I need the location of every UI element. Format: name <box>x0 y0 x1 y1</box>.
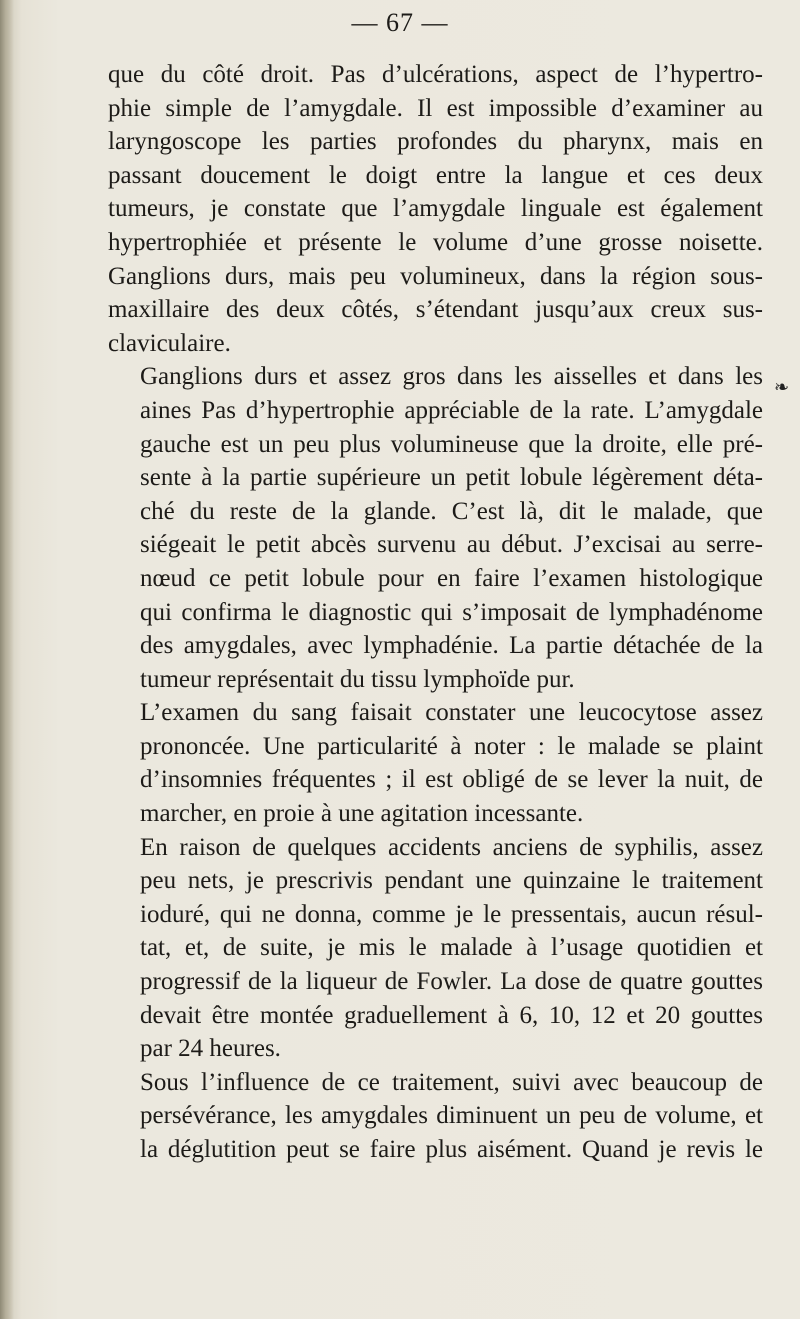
text-line: tat, et, de suite, je mis le malade à l’usage quotidien et <box>140 934 763 962</box>
text-line: En raison de quelques accidents anciens de syphilis, assez <box>140 833 763 861</box>
text-line: hypertrophiée et présente le volume d’une grosse noisette. <box>108 228 763 256</box>
text-line: Sous l’influence de ce traitement, suivi avec beaucoup de <box>140 1068 763 1096</box>
text-line: nœud ce petit lobule pour en faire l’examen histologique <box>140 564 763 592</box>
paragraph <box>108 58 763 360</box>
text-line: Ganglions durs, mais peu volumineux, dans la région sous- <box>108 262 763 290</box>
text-line: claviculaire. <box>108 329 231 357</box>
text-line: siégeait le petit abcès survenu au début. J’excisai au serre- <box>140 531 763 559</box>
text-line: par 24 heures. <box>140 1035 281 1063</box>
text-line: maxillaire des deux côtés, s’étendant jusqu’aux creux sus- <box>108 296 763 324</box>
text-line: gauche est un peu plus volumineuse que la droite, elle pré- <box>140 430 763 458</box>
text-line: L’examen du sang faisait constater une leucocytose assez <box>140 699 763 727</box>
margin-mark: ❧ <box>774 377 790 397</box>
body-text <box>108 58 763 1167</box>
paragraph <box>108 696 763 830</box>
text-line: ché du reste de la glande. C’est là, dit le malade, que <box>140 497 763 525</box>
text-line: des amygdales, avec lymphadénie. La partie détachée de la <box>140 632 763 660</box>
text-line: phie simple de l’amygdale. Il est impossible d’examiner au <box>108 94 763 122</box>
text-line: laryngoscope les parties profondes du pharynx, mais en <box>108 128 763 156</box>
text-line: marcher, en proie à une agitation incessante. <box>140 800 584 828</box>
text-line: d’insomnies fréquentes ; il est obligé de se lever la nuit, de <box>140 766 763 794</box>
text-line: aines Pas d’hypertrophie appréciable de la rate. L’amygdale <box>140 396 763 424</box>
text-line: Ganglions durs et assez gros dans les aisselles et dans les <box>140 363 763 391</box>
text-line: passant doucement le doigt entre la langue et ces deux <box>108 161 763 189</box>
page-number: — 67 — <box>351 8 449 37</box>
text-line: progressif de la liqueur de Fowler. La dose de quatre gouttes <box>140 968 763 996</box>
text-line: prononcée. Une particularité à noter : le malade se plaint <box>140 732 763 760</box>
text-line: tumeur représentait du tissu lymphoïde pur. <box>140 665 575 693</box>
text-line: persévérance, les amygdales diminuent un peu de volume, et <box>140 1102 763 1130</box>
text-line: ioduré, qui ne donna, comme je le pressentais, aucun résul- <box>140 900 763 928</box>
text-line: devait être montée graduellement à 6, 10, 12 et 20 gouttes <box>140 1001 763 1029</box>
paragraph <box>108 360 763 696</box>
paragraph <box>108 1066 763 1167</box>
page-gutter-shadow <box>0 0 14 1319</box>
text-line: que du côté droit. Pas d’ulcérations, aspect de l’hypertro- <box>108 61 763 88</box>
text-line: tumeurs, je constate que l’amygdale linguale est également <box>108 195 763 223</box>
text-line: sente à la partie supérieure un petit lobule légèrement déta- <box>140 464 763 492</box>
text-line: peu nets, je prescrivis pendant une quinzaine le traitement <box>140 867 763 895</box>
text-line: la déglutition peut se faire plus aisément. Quand je revis le <box>140 1136 763 1163</box>
paragraph <box>108 831 763 1066</box>
text-line: qui confirma le diagnostic qui s’imposait de lymphadénome <box>140 598 763 626</box>
